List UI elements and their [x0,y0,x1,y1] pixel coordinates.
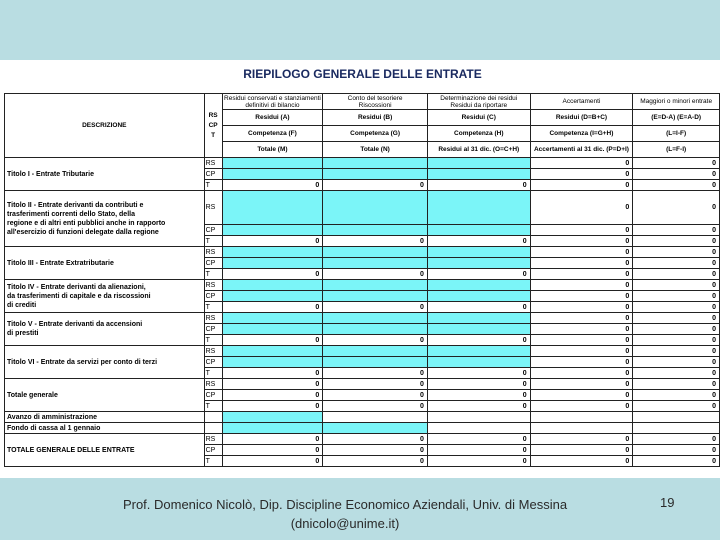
header-line: Competenza (H) [454,130,504,137]
value-cell [427,346,530,357]
header-line: Conto del tesoriere [347,94,403,102]
value-cell: 0 [633,158,720,169]
value-cell: 0 [222,401,323,412]
value-cell [222,247,323,258]
value-cell: 0 [633,269,720,280]
value-cell: 0 [633,247,720,258]
row-code: CP [204,169,222,180]
value-cell [427,258,530,269]
value-cell: 0 [323,379,428,390]
header-line: Residui al 31 dic. (O=C+H) [438,146,520,153]
value-cell [323,280,428,291]
value-cell: 0 [222,390,323,401]
header-col-a [222,126,323,142]
row-code: T [204,236,222,247]
row-code: T [204,335,222,346]
value-cell [222,357,323,368]
value-cell: 0 [222,456,323,467]
value-cell: 0 [530,225,633,236]
row-description: TOTALE GENERALE DELLE ENTRATE [5,434,205,467]
value-cell: 0 [427,269,530,280]
footer-line-1: Prof. Domenico Nicolò, Dip. Discipline Economico Aziendali, Univ. di Messina [122,497,568,512]
row-code: T [204,368,222,379]
value-cell: 0 [323,335,428,346]
value-cell: 0 [427,456,530,467]
cell-line: RS [208,111,218,119]
value-cell: 0 [323,368,428,379]
value-cell: 0 [530,291,633,302]
value-cell: 0 [530,346,633,357]
value-cell: 0 [427,368,530,379]
value-cell: 0 [222,302,323,313]
value-cell: 0 [530,357,633,368]
header-line: Residui da riportare [450,101,508,109]
header-col-b [323,110,428,126]
value-cell: 0 [633,291,720,302]
page-number: 19 [660,495,675,510]
value-cell: 0 [633,169,720,180]
value-cell: 0 [323,445,428,456]
row-code: CP [204,291,222,302]
value-cell [427,357,530,368]
value-cell [530,412,633,423]
row-code: CP [204,357,222,368]
value-cell: 0 [530,180,633,191]
value-cell: 0 [530,247,633,258]
value-cell: 0 [530,191,633,225]
row-description: Fondo di cassa al 1 gennaio [5,423,205,434]
value-cell: 0 [323,456,428,467]
value-cell: 0 [633,335,720,346]
header-col-a [222,94,323,110]
row-description: Avanzo di amministrazione [5,412,205,423]
row-code: RS [204,280,222,291]
value-cell [427,158,530,169]
table-row [5,412,720,423]
value-cell [633,412,720,423]
value-cell [427,324,530,335]
value-cell: 0 [633,324,720,335]
value-cell [323,225,428,236]
cell-line: di crediti [7,301,37,309]
header-line: Competenza (I=G+H) [549,130,614,137]
value-cell: 0 [633,346,720,357]
row-code: CP [204,390,222,401]
value-cell [323,412,428,423]
cell-line: Titolo V - Entrate derivanti da accensioni [7,321,143,328]
value-cell: 0 [530,302,633,313]
header-col-c [427,110,530,126]
value-cell [323,313,428,324]
row-code: T [204,401,222,412]
value-cell: 0 [427,335,530,346]
header-col-e [633,142,720,158]
row-code: CP [204,225,222,236]
value-cell: 0 [530,401,633,412]
value-cell: 0 [530,269,633,280]
value-cell: 0 [633,180,720,191]
value-cell: 0 [222,180,323,191]
header-codes [204,94,222,158]
value-cell: 0 [633,368,720,379]
value-cell: 0 [323,390,428,401]
cell-line: all'esercizio di funzioni delegate dalla regione [7,228,159,236]
table-row [5,247,720,258]
row-code: RS [204,379,222,390]
value-cell [323,357,428,368]
header-line: Competenza (G) [350,130,401,137]
table-row [5,191,720,225]
value-cell: 0 [530,434,633,445]
value-cell: 0 [222,269,323,280]
value-cell [427,423,530,434]
header-line: (E=D-A) (E=A-D) [651,114,702,121]
header-row [5,94,720,110]
value-cell: 0 [530,324,633,335]
value-cell: 0 [530,335,633,346]
cell-line: da trasferimenti di capitale e da riscossioni [7,292,151,300]
header-col-c [427,94,530,110]
value-cell: 0 [530,236,633,247]
value-cell: 0 [427,401,530,412]
cell-line: Titolo I - Entrate Tributarie [7,170,94,178]
header-line: Residui (B) [357,114,393,121]
header-col-c [427,126,530,142]
row-description [5,247,205,280]
table-row [5,280,720,291]
row-description [5,313,205,346]
value-cell: 0 [633,302,720,313]
value-cell [323,291,428,302]
value-cell: 0 [530,390,633,401]
header-col-d [530,110,633,126]
value-cell: 0 [530,280,633,291]
value-cell: 0 [633,445,720,456]
row-code: RS [204,191,222,225]
header-col-e [633,126,720,142]
header-line: Totale (N) [360,146,390,153]
value-cell: 0 [323,269,428,280]
header-line: Residui (C) [461,114,496,121]
row-code: RS [204,158,222,169]
row-description [5,280,205,313]
value-cell [222,423,323,434]
value-cell [222,346,323,357]
header-col-d [530,126,633,142]
value-cell: 0 [633,258,720,269]
value-cell: 0 [427,236,530,247]
cell-line: Titolo II - Entrate derivanti da contributi e [7,201,144,209]
value-cell [323,324,428,335]
value-cell: 0 [323,180,428,191]
cell-line: Titolo IV - Entrate derivanti da alienazioni, [7,283,146,291]
table-row [5,158,720,169]
footer-line-2: (dnicolo@unime.it) [290,516,400,531]
header-line: (L=F-I) [666,146,687,153]
value-cell: 0 [530,456,633,467]
header-col-a [222,142,323,158]
value-cell [427,291,530,302]
cell-line: Titolo VI - Entrate da servizi per conto di terzi [7,358,158,366]
value-cell [323,423,428,434]
value-cell: 0 [633,280,720,291]
value-cell: 0 [530,258,633,269]
value-cell [222,258,323,269]
table-row [5,313,720,324]
row-code: RS [204,313,222,324]
header-line: Riscossioni [358,101,392,109]
value-cell [427,280,530,291]
header-line: Accertamenti al 31 dic. (P=D+I) [533,146,629,153]
value-cell: 0 [530,313,633,324]
value-cell: 0 [222,445,323,456]
header-line: Residui (D=B+C) [555,114,608,121]
value-cell [323,191,428,225]
header-col-b [323,126,428,142]
table-row [5,423,720,434]
value-cell: 0 [427,445,530,456]
value-cell [222,324,323,335]
value-cell [427,247,530,258]
value-cell [323,258,428,269]
value-cell [427,169,530,180]
value-cell: 0 [633,236,720,247]
value-cell: 0 [633,357,720,368]
header-col-d [530,142,633,158]
value-cell: 0 [633,401,720,412]
footer-credit [95,495,595,533]
header-col-d [530,94,633,110]
value-cell [222,280,323,291]
table-row [5,434,720,445]
cell-line: Titolo III - Entrate Extratributarie [7,259,114,267]
value-cell [633,423,720,434]
value-cell [222,291,323,302]
value-cell [427,412,530,423]
cell-line: CP [208,121,218,129]
header-line: Accertamenti [562,98,601,105]
header-col-a [222,110,323,126]
row-code: RS [204,434,222,445]
header-col-b [323,94,428,110]
header-col-b [323,142,428,158]
value-cell: 0 [633,313,720,324]
header-col-e [633,94,720,110]
value-cell [222,225,323,236]
value-cell [323,169,428,180]
value-cell: 0 [633,390,720,401]
value-cell: 0 [222,379,323,390]
row-description [5,158,205,191]
row-description [5,191,205,247]
row-code: RS [204,247,222,258]
header-line: Competenza (F) [248,130,297,137]
value-cell [427,191,530,225]
value-cell: 0 [323,302,428,313]
value-cell: 0 [530,368,633,379]
row-description [5,379,205,412]
row-code: RS [204,346,222,357]
value-cell: 0 [427,379,530,390]
value-cell [222,313,323,324]
value-cell [222,412,323,423]
value-cell: 0 [633,225,720,236]
value-cell: 0 [222,236,323,247]
row-code: T [204,456,222,467]
cell-line: trasferimenti correnti dello Stato, della [7,210,135,218]
value-cell: 0 [427,180,530,191]
cell-line: T [211,131,216,139]
value-cell: 0 [222,368,323,379]
row-code: CP [204,324,222,335]
value-cell: 0 [427,302,530,313]
cell-line: regione e di altri enti pubblici anche in rapporto [7,219,166,227]
value-cell [222,158,323,169]
value-cell: 0 [323,236,428,247]
value-cell: 0 [530,169,633,180]
header-line: Residui conservati e stanziamenti definitivi di bilancio [224,94,321,109]
table-row [5,346,720,357]
value-cell: 0 [633,456,720,467]
row-code: T [204,302,222,313]
value-cell: 0 [530,379,633,390]
header-col-c [427,142,530,158]
value-cell [530,423,633,434]
header-line: Residui (A) [255,114,290,121]
header-line: Totale (M) [257,146,288,153]
header-line: (L=I-F) [666,130,687,137]
row-code: T [204,180,222,191]
value-cell: 0 [222,434,323,445]
cell-line: di prestiti [7,330,39,337]
value-cell [222,191,323,225]
row-code: CP [204,258,222,269]
value-cell [427,313,530,324]
value-cell: 0 [530,158,633,169]
value-cell: 0 [323,434,428,445]
value-cell: 0 [323,401,428,412]
header-descrizione: DESCRIZIONE [5,94,205,158]
row-code: T [204,269,222,280]
value-cell [323,158,428,169]
entrate-table [4,93,720,467]
value-cell: 0 [427,434,530,445]
value-cell: 0 [427,390,530,401]
value-cell: 0 [633,379,720,390]
header-col-e [633,110,720,126]
value-cell: 0 [633,434,720,445]
value-cell [427,225,530,236]
value-cell [323,346,428,357]
row-code [204,412,222,423]
value-cell: 0 [530,445,633,456]
spreadsheet-slide [0,60,720,478]
value-cell [323,247,428,258]
value-cell: 0 [222,335,323,346]
header-line: Maggiori o minori entrate [640,98,713,105]
row-description [5,346,205,379]
value-cell [222,169,323,180]
row-code: CP [204,445,222,456]
cell-line: Totale generale [7,391,58,399]
value-cell: 0 [633,191,720,225]
page-title: RIEPILOGO GENERALE DELLE ENTRATE [243,67,482,81]
row-code [204,423,222,434]
table-row [5,379,720,390]
header-line: Determinazione dei residui [440,94,518,102]
